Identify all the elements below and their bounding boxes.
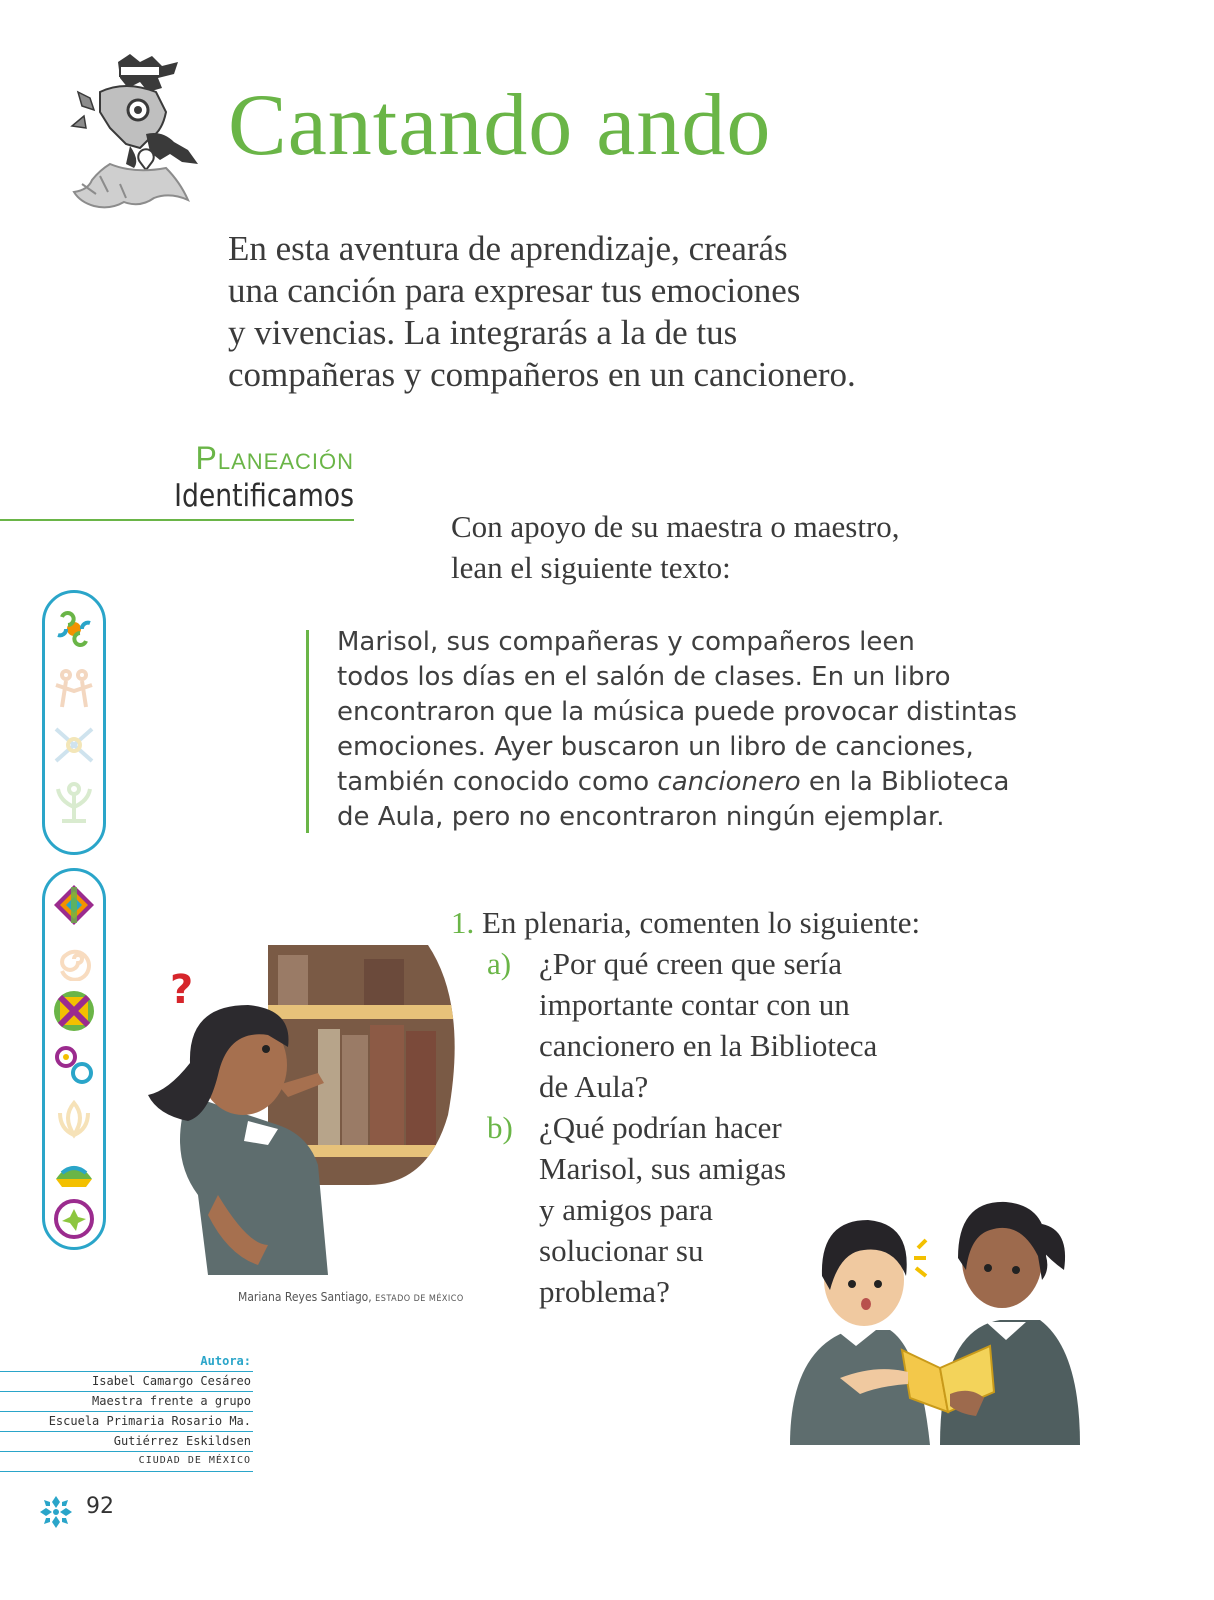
intro-line: En esta aventura de aprendizaje, crearás <box>228 229 788 268</box>
author-role: Maestra frente a grupo <box>0 1392 253 1412</box>
reading-line: emociones. Ayer buscaron un libro de canciones, <box>337 732 974 762</box>
question-line: solucionar su <box>539 1233 704 1268</box>
question-number: 1. <box>451 905 475 940</box>
page-title: Cantando ando <box>228 77 772 174</box>
aztec-glyph-icon <box>70 52 206 212</box>
instruction-line: Con apoyo de su maestra o maestro, <box>451 509 900 544</box>
community-icon <box>52 607 96 651</box>
question-line: ¿Qué podrían hacer <box>539 1110 782 1145</box>
intro-text <box>228 228 1048 396</box>
diamond-knot-icon <box>52 883 96 927</box>
instruction-line: lean el siguiente texto: <box>451 550 731 585</box>
italic-term: cancionero <box>657 767 801 797</box>
svg-text:?: ? <box>170 967 194 1013</box>
section-title: Identificamos <box>174 478 354 514</box>
question-letter: b) <box>487 1110 513 1145</box>
kids-reading-illustration <box>780 1180 1090 1445</box>
dancing-figures-icon <box>52 667 96 711</box>
lotus-icon <box>52 1097 96 1141</box>
author-heading: Autora: <box>0 1352 253 1372</box>
reading-text: también conocido como <box>337 767 658 797</box>
intro-line: y vivencias. La integrarás a la de tus <box>228 313 738 352</box>
question-line: problema? <box>539 1274 670 1309</box>
author-school: Escuela Primaria Rosario Ma. <box>0 1412 253 1432</box>
quote-bar <box>306 630 309 833</box>
crossed-square-icon <box>52 989 96 1033</box>
credit-name: Mariana Reyes Santiago, <box>238 1290 372 1304</box>
intro-line: compañeras y compañeros en un cancionero. <box>228 355 856 394</box>
reading-line: Marisol, sus compañeras y compañeros leen <box>337 627 915 657</box>
axis-pill-bottom <box>42 868 106 1250</box>
snowflake-icon <box>38 1494 74 1530</box>
author-name: Isabel Camargo Cesáreo <box>0 1372 253 1392</box>
question-line: cancionero en la Biblioteca <box>539 1028 878 1063</box>
illustration-credit <box>238 1290 464 1304</box>
question-letter: a) <box>487 946 512 981</box>
credit-place: ESTADO DE MÉXICO <box>375 1294 464 1304</box>
reading-passage <box>337 625 1017 835</box>
question-lead-text: En plenaria, comenten lo siguiente: <box>482 905 921 940</box>
author-credits <box>0 1352 253 1472</box>
intro-line: una canción para expresar tus emociones <box>228 271 801 310</box>
section-divider <box>0 519 354 521</box>
page-number: 92 <box>86 1494 114 1519</box>
dome-icon <box>52 1149 96 1193</box>
author-school: Gutiérrez Eskildsen <box>0 1432 253 1452</box>
chain-links-icon <box>52 1043 96 1087</box>
reading-line: todos los días en el salón de clases. En un libro <box>337 662 951 692</box>
question-line: ¿Por qué creen que sería <box>539 946 842 981</box>
question-line: de Aula? <box>539 1069 649 1104</box>
girl-bookshelf-illustration <box>128 945 458 1275</box>
question-line: importante contar con un <box>539 987 850 1022</box>
instruction-text <box>451 506 900 588</box>
question-a <box>451 943 920 1107</box>
growing-plant-icon <box>52 781 96 825</box>
reading-line: de Aula, pero no encontraron ningún ejemplar. <box>337 802 945 832</box>
reading-text: en la Biblioteca <box>800 767 1010 797</box>
reading-line: encontraron que la música puede provocar distintas <box>337 697 1018 727</box>
question-lead <box>451 902 920 943</box>
author-city: CIUDAD DE MÉXICO <box>0 1452 253 1472</box>
circle-splash-icon <box>52 1197 96 1241</box>
axis-pill-top <box>42 590 106 855</box>
question-line: Marisol, sus amigas <box>539 1151 787 1186</box>
spiral-icon <box>52 937 96 981</box>
section-kicker: Planeación <box>195 440 354 476</box>
people-embrace-icon <box>52 723 96 767</box>
question-line: y amigos para <box>539 1192 713 1227</box>
reading-line <box>337 765 1017 800</box>
